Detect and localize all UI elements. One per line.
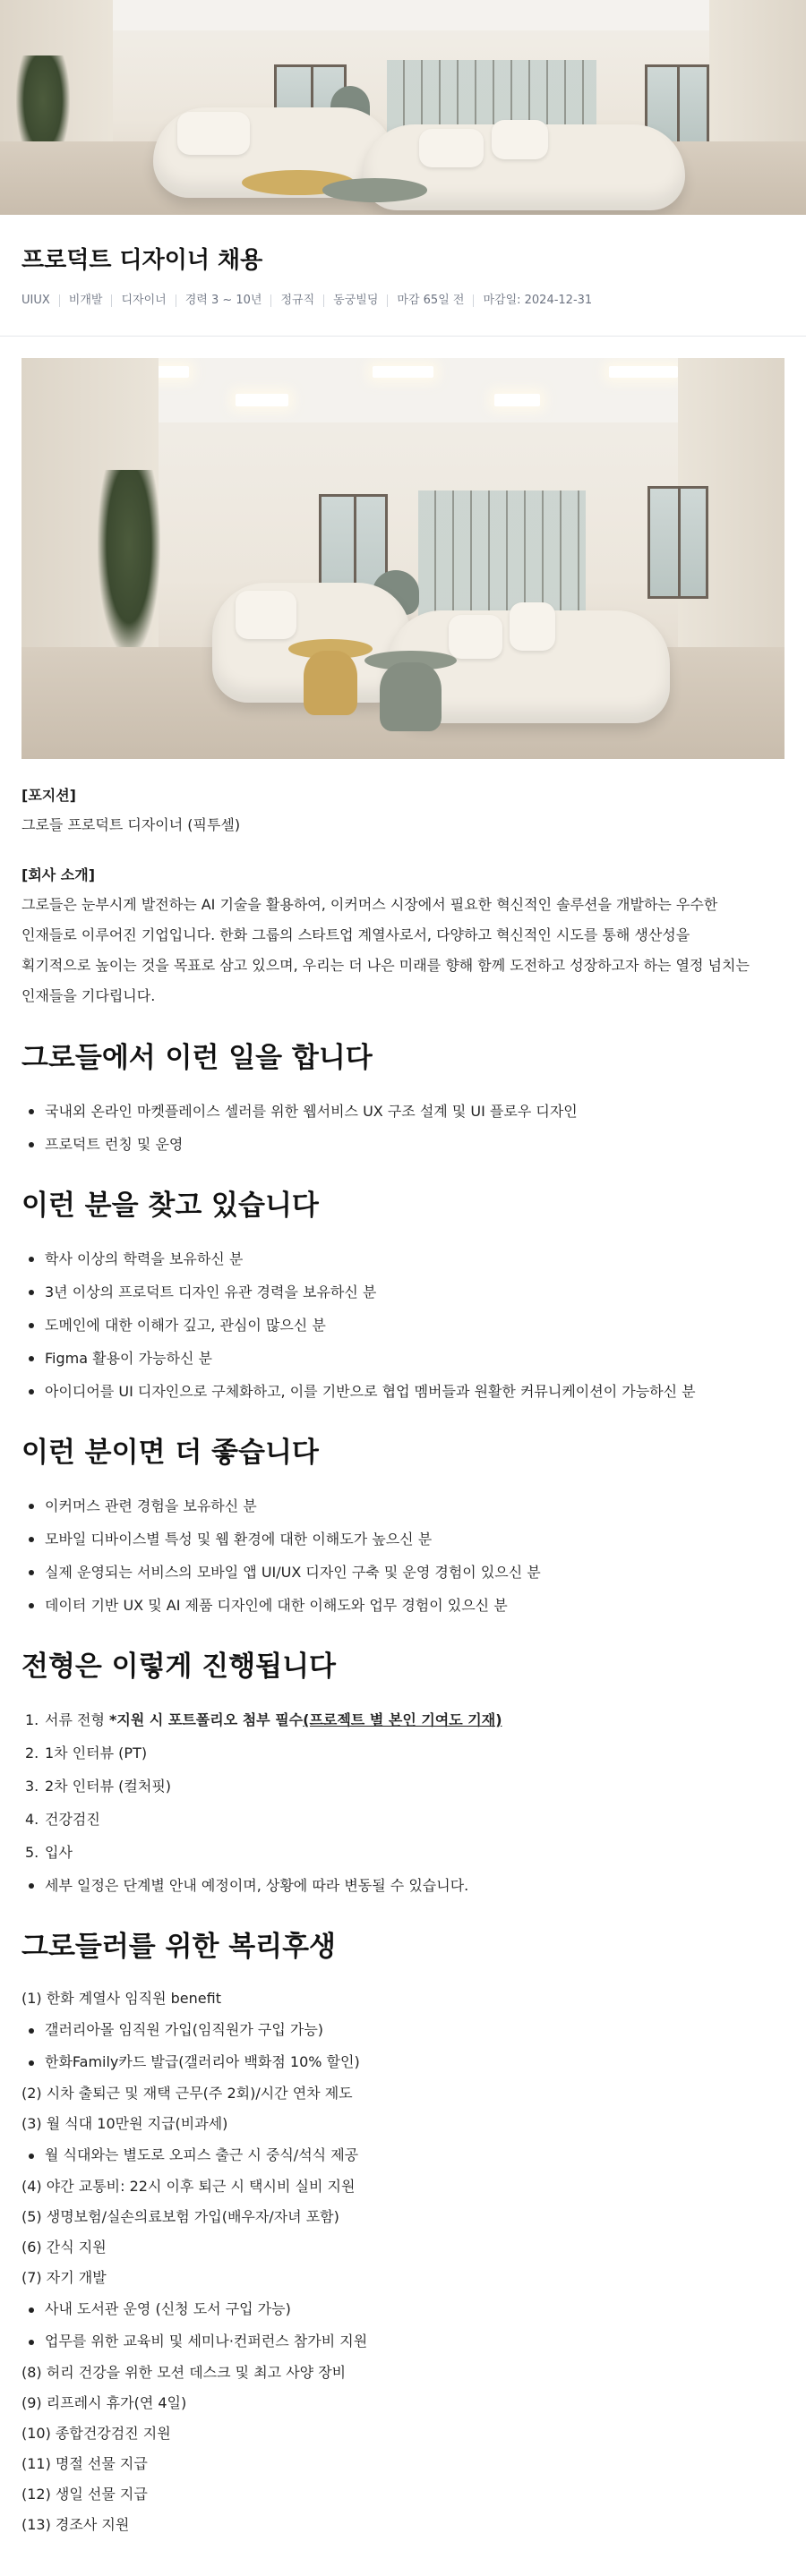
list-item: Figma 활용이 가능하신 분	[21, 1342, 785, 1375]
benefit-item: (2) 시차 출퇴근 및 재택 근무(주 2회)/시간 연차 제도	[21, 2085, 353, 2102]
step-text: 건강검진	[45, 1811, 100, 1828]
requirements-list	[21, 1242, 785, 1408]
tag-location: 동궁빌딩	[323, 294, 387, 307]
hero-banner-image	[0, 0, 806, 215]
job-description	[0, 337, 806, 2576]
process-step	[21, 1803, 785, 1836]
benefit-item: (12) 생일 선물 지급	[21, 2486, 148, 2503]
tag-deadline-date: 마감일: 2024-12-31	[473, 294, 601, 307]
preferred-heading: 이런 분이면 더 좋습니다	[21, 1437, 319, 1469]
preferred-list	[21, 1489, 785, 1622]
benefit-item: (6) 간식 지원	[21, 2239, 107, 2256]
job-header	[0, 215, 806, 337]
company-section	[21, 864, 785, 1011]
tag-type: 비개발	[59, 294, 112, 307]
benefit-subitem: 갤러리아몰 임직원 가입(임직원가 구입 가능)	[21, 2014, 785, 2046]
process-step	[21, 1836, 785, 1869]
company-line: 그로들은 눈부시게 발전하는 AI 기술을 활용하여, 이커머스 시장에서 필요한 혁신적인 솔루션을 개발하는 우수한	[21, 896, 718, 913]
step-number: 3.	[25, 1778, 39, 1795]
step-number: 4.	[25, 1811, 39, 1828]
portfolio-required-note: *지원 시 포트폴리오 첨부 필수	[109, 1711, 304, 1728]
tag-role: 디자이너	[111, 294, 175, 307]
tag-category: UIUX	[21, 294, 50, 307]
tag-employment: 정규직	[270, 294, 323, 307]
benefit-item: (13) 경조사 지원	[21, 2516, 130, 2533]
company-line: 인재들로 이루어진 기업입니다. 한화 그룹의 스타트업 계열사로서, 다양하고 혁신적인 시도를 통해 생산성을	[21, 926, 690, 943]
benefit-item: (7) 자기 개발	[21, 2269, 107, 2286]
position-label: [포지션]	[21, 787, 76, 804]
benefit-subitem: 사내 도서관 운영 (신청 도서 구입 가능)	[21, 2293, 785, 2325]
list-item: 도메인에 대한 이해가 깊고, 관심이 많으신 분	[21, 1309, 785, 1342]
benefit-subitem: 월 식대와는 별도로 오피스 출근 시 중식/석식 제공	[21, 2139, 785, 2171]
benefit-item: (1) 한화 계열사 임직원 benefit	[21, 1990, 221, 2007]
requirements-heading: 이런 분을 찾고 있습니다	[21, 1190, 319, 1222]
list-item: 실제 운영되는 서비스의 모바일 앱 UI/UX 디자인 구축 및 운영 경험이 있으신 분	[21, 1556, 785, 1589]
benefit-item: (11) 명절 선물 지급	[21, 2455, 148, 2472]
list-item: 세부 일정은 단계별 안내 예정이며, 상황에 따라 변동될 수 있습니다.	[21, 1869, 785, 1902]
list-item: 데이터 기반 UX 및 AI 제품 디자인에 대한 이해도와 업무 경험이 있으신 분	[21, 1589, 785, 1622]
benefits-heading: 그로들러를 위한 복리후생	[21, 1931, 336, 1963]
list-item: 학사 이상의 학력을 보유하신 분	[21, 1242, 785, 1275]
benefit-item: (10) 종합건강검진 지원	[21, 2425, 171, 2442]
company-label: [회사 소개]	[21, 866, 96, 883]
duties-list	[21, 1095, 785, 1161]
process-notes	[21, 1869, 785, 1902]
list-item: 모바일 디바이스별 특성 및 웹 환경에 대한 이해도가 높으신 분	[21, 1523, 785, 1556]
process-heading: 전형은 이렇게 진행됩니다	[21, 1651, 336, 1683]
company-line: 인재들을 기다립니다.	[21, 987, 156, 1004]
step-text: 서류 전형	[45, 1711, 109, 1728]
step-number: 1.	[25, 1711, 39, 1728]
benefit-item: (8) 허리 건강을 위한 모션 데스크 및 최고 사양 장비	[21, 2364, 347, 2381]
tag-experience: 경력 3 ~ 10년	[176, 294, 271, 307]
step-number: 2.	[25, 1744, 39, 1761]
step-text: 2차 인터뷰 (컬처핏)	[45, 1778, 172, 1795]
list-item: 프로덕트 런칭 및 운영	[21, 1128, 785, 1161]
tag-deadline-countdown: 마감 65일 전	[387, 294, 473, 307]
page-title: 프로덕트 디자이너 채용	[21, 247, 263, 274]
step-number: 5.	[25, 1844, 39, 1861]
benefit-item: (9) 리프레시 휴가(연 4일)	[21, 2394, 187, 2411]
position-section	[21, 784, 785, 840]
benefits-list	[21, 1983, 785, 2540]
step-text: 1차 인터뷰 (PT)	[45, 1744, 148, 1761]
list-item: 이커머스 관련 경험을 보유하신 분	[21, 1489, 785, 1523]
benefit-subitem: 업무를 위한 교육비 및 세미나·컨퍼런스 참가비 지원	[21, 2325, 785, 2358]
office-photo	[21, 358, 785, 759]
list-item: 아이디어를 UI 디자인으로 구체화하고, 이를 기반으로 협업 멤버들과 원활한 커뮤니케이션이 가능하신 분	[21, 1375, 785, 1408]
list-item: 3년 이상의 프로덕트 디자인 유관 경력을 보유하신 분	[21, 1275, 785, 1309]
benefit-item: (3) 월 식대 10만원 지급(비과세)	[21, 2115, 228, 2132]
benefit-item: (4) 야간 교통비: 22시 이후 퇴근 시 택시비 실비 지원	[21, 2178, 356, 2195]
step-text: 입사	[45, 1844, 73, 1861]
job-tags	[21, 294, 785, 307]
contribution-note: (프로젝트 별 본인 기여도 기재)	[303, 1711, 502, 1728]
company-line: 획기적으로 높이는 것을 목표로 삼고 있으며, 우리는 더 나은 미래를 향해 함께 도전하고 성장하고자 하는 열정 넘치는	[21, 957, 750, 974]
process-step	[21, 1770, 785, 1803]
process-step	[21, 1703, 785, 1736]
process-steps	[21, 1703, 785, 1869]
duties-heading: 그로들에서 이런 일을 합니다	[21, 1042, 373, 1074]
benefit-item: (5) 생명보험/실손의료보험 가입(배우자/자녀 포함)	[21, 2208, 339, 2225]
position-text: 그로들 프로덕트 디자이너 (픽투셀)	[21, 816, 241, 833]
benefit-subitem: 한화Family카드 발급(갤러리아 백화점 10% 할인)	[21, 2046, 785, 2078]
process-step	[21, 1736, 785, 1770]
list-item: 국내외 온라인 마켓플레이스 셀러를 위한 웹서비스 UX 구조 설계 및 UI 플로우 디자인	[21, 1095, 785, 1128]
